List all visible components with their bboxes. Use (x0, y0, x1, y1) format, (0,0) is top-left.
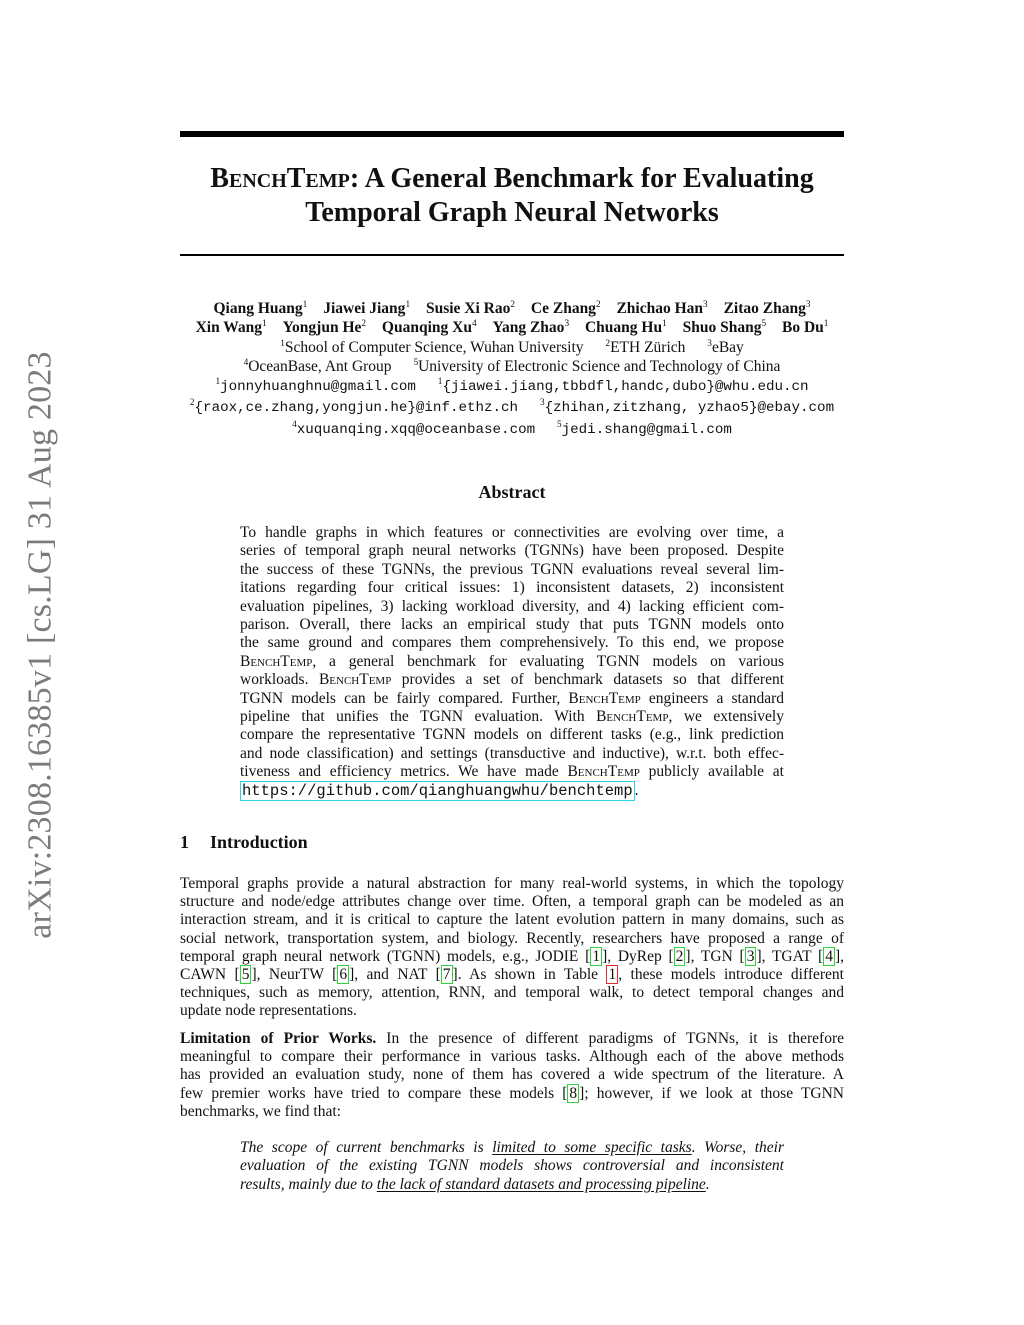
quote-text: . Worse, their (691, 1139, 784, 1156)
email-address: {raox,ce.zhang,yongjun.he}@inf.ethz.ch (194, 400, 519, 417)
abstract-line: itations regarding four critical issues: 1) inconsistent datasets, 2) inconsistent (240, 579, 784, 597)
author-affiliation-mark: 3 (564, 319, 570, 330)
author-affiliation-mark: 3 (703, 299, 708, 310)
paragraph-text: CAWN (180, 966, 235, 984)
citation-link[interactable]: 3 (746, 947, 755, 965)
paragraph-text: . As shown in Table (457, 966, 607, 984)
paragraph-line: meaningful to compare their performance in various tasks. Although each of the above methods (180, 1048, 844, 1066)
paragraph-line: social network, transportation system, and biology. Recently, researchers have proposed a range of (180, 929, 844, 947)
abstract-text: TGNN models can be fairly compared. Further, (240, 689, 569, 707)
benchmark-name: BenchTemp (568, 689, 641, 707)
author-affiliation-mark: 1 (405, 299, 411, 310)
affiliation: School of Computer Science, Wuhan University (284, 338, 584, 356)
abstract-text: tiveness and efficiency metrics. We have made (240, 763, 568, 781)
abstract-line: To handle graphs in which features or connectivities are evolving over time, a (240, 524, 784, 541)
citation-link[interactable]: 8 (569, 1084, 578, 1102)
email-address: {jiawei.jiang,tbbdfl,handc,dubo}@whu.edu.cn (442, 379, 809, 396)
author-row-1 (150, 299, 874, 318)
quote-text: The scope of current benchmarks is (240, 1139, 493, 1156)
author-name: Yongjun He (282, 319, 362, 337)
abstract-line: parison. Overall, there lacks an empirical study that puts TGNN models onto (240, 616, 784, 634)
author-block (150, 299, 874, 440)
affiliation: OceanBase, Ant Group (248, 357, 392, 375)
author-row-2 (150, 318, 874, 337)
paragraph-text: , these models introduce different (618, 966, 844, 984)
arxiv-stamp (6, 350, 76, 940)
citation-link[interactable]: 2 (675, 947, 684, 965)
paragraph-text: few premier works have tried to compare these models (180, 1084, 563, 1102)
paragraph-text: , DyRep (607, 947, 669, 965)
paragraph-line: techniques, such as memory, attention, RNN, and temporal walk, to detect temporal changes and (180, 984, 844, 1002)
email-mark: 4 (292, 419, 297, 430)
section-title: Introduction (210, 832, 308, 852)
paragraph-line: Temporal graphs provide a natural abstraction for many real-world systems, in which the topology (180, 875, 844, 892)
github-link[interactable]: https://github.com/qianghuangwhu/benchtemp (242, 781, 633, 800)
author-name: Bo Du (782, 319, 824, 337)
quote-text: . (705, 1175, 710, 1193)
author-name: Chuang Hu (584, 319, 663, 337)
email-mark: 3 (539, 398, 545, 409)
abstract-line: the success of these TGNNs, the previous TGNN evaluations reveal several lim- (240, 560, 784, 578)
abstract-line: and node classification) and settings (transductive and inductive), w.r.t. both effec- (240, 744, 784, 762)
limitation-paragraph (180, 1030, 844, 1121)
author-affiliation-mark: 1 (262, 319, 267, 330)
affiliation-row-2 (150, 357, 874, 376)
paragraph-text: , TGN (690, 947, 740, 965)
email-address: {zhihan,zitzhang, yzhao5}@ebay.com (544, 400, 835, 417)
paragraph-line: CAWN [ 5 ], NeurTW [ 6 ], and NAT [ 7 ]. As shown in Table 1 , these models introduce different (180, 966, 844, 984)
abstract-text: workloads. (240, 671, 319, 689)
affiliation-mark: 1 (280, 338, 285, 349)
table-reference-link[interactable]: 1 (608, 966, 617, 984)
paragraph-heading: Limitation of Prior Works. (180, 1030, 377, 1047)
author-name: Jiawei Jiang (323, 300, 406, 317)
benchmark-name: BenchTemp (240, 652, 313, 670)
author-affiliation-mark: 1 (823, 319, 829, 330)
section-number: 1 (180, 832, 189, 852)
author-name: Qiang Huang (213, 300, 303, 317)
abstract-body (240, 524, 784, 800)
abstract-text: publicly available at (639, 763, 784, 781)
title-rule-top (180, 131, 844, 137)
paragraph-text: temporal graph neural network (TGNN) models, e.g., JODIE (180, 947, 586, 965)
email-address: jedi.shang@gmail.com (561, 421, 732, 438)
paragraph-line: benchmarks, we find that: (180, 1102, 341, 1120)
citation-link[interactable]: 1 (592, 947, 601, 965)
affiliation-mark: 2 (605, 338, 611, 349)
author-name: Xin Wang (195, 319, 263, 337)
paragraph-text: In the presence of different paradigms of TGNNs, it is therefore (386, 1030, 844, 1047)
abstract-text: , we extensively (668, 708, 784, 726)
title-rule-bottom (180, 254, 844, 256)
paragraph-line: temporal graph neural network (TGNN) models, e.g., JODIE [ 1 ], DyRep [ 2 ], TGN [ 3 ], TGAT [ 4 ], (180, 947, 844, 965)
affiliation-mark: 5 (413, 357, 419, 368)
email-row-1 (150, 376, 874, 397)
paragraph-text: , (840, 947, 844, 965)
email-address: jonnyhuanghnu@gmail.com (220, 379, 416, 396)
quote-text: results, mainly due to (240, 1175, 377, 1193)
section-heading-introduction (180, 832, 308, 853)
citation-link[interactable]: 6 (339, 966, 348, 984)
affiliation: ETH Zürich (610, 338, 686, 356)
author-affiliation-mark: 1 (662, 319, 667, 330)
quote-line: evaluation of the existing TGNN models shows controversial and inconsistent (240, 1157, 784, 1175)
email-mark: 2 (189, 398, 195, 409)
email-mark: 1 (215, 377, 221, 388)
title-benchmark-name: BenchTemp (210, 163, 350, 194)
paragraph-line: structure and node/edge attributes change over time. Often, a temporal graph can be modeled as an (180, 893, 844, 911)
paper-title (180, 162, 844, 230)
paragraph-text: , TGAT (761, 947, 819, 965)
email-mark: 5 (556, 419, 562, 430)
abstract-text: engineers a standard (640, 689, 784, 707)
author-affiliation-mark: 3 (805, 299, 811, 310)
paragraph-line (180, 1030, 844, 1048)
email-mark: 1 (437, 377, 443, 388)
abstract-line: the same ground and compares them comprehensively. To this end, we propose (240, 634, 784, 652)
quote-line (240, 1139, 784, 1157)
abstract-line (240, 708, 784, 726)
author-name: Quanqing Xu (381, 319, 472, 337)
abstract-line: series of temporal graph neural networks (TGNNs) have been proposed. Despite (240, 542, 784, 560)
abstract-text: . (634, 781, 639, 799)
author-affiliation-mark: 1 (302, 299, 308, 310)
affiliation-mark: 4 (243, 357, 249, 368)
email-row-3 (150, 419, 874, 440)
email-row-2 (150, 397, 874, 418)
arxiv-identifier: arXiv:2308.16385v1 [cs.LG] 31 Aug 2023 (22, 351, 59, 939)
citation-link[interactable]: 7 (442, 966, 451, 984)
author-name: Ce Zhang (530, 300, 596, 317)
author-name: Yang Zhao (492, 319, 565, 337)
paragraph-line: interaction stream, and it is critical to capture the latent evolution pattern in many domains, such as (180, 911, 844, 929)
paragraph-line: has provided an evaluation study, none of them has covered a wide spectrum of the literature. A (180, 1066, 844, 1084)
paragraph-text: , NeurTW (256, 966, 333, 984)
author-affiliation-mark: 2 (361, 319, 367, 330)
author-affiliation-mark: 2 (510, 299, 516, 310)
author-name: Zitao Zhang (723, 300, 806, 317)
affiliation-mark: 3 (707, 338, 712, 349)
title-line-2: Temporal Graph Neural Networks (305, 197, 719, 228)
abstract-text: pipeline that unifies the TGNN evaluation. With (240, 708, 597, 726)
benchmark-name: BenchTemp (596, 708, 669, 726)
abstract-line (240, 763, 784, 781)
author-affiliation-mark: 2 (595, 299, 601, 310)
abstract-line (240, 653, 784, 671)
affiliation: eBay (711, 338, 744, 356)
abstract-heading: Abstract (478, 482, 546, 502)
paragraph-line: update node representations. (180, 1002, 357, 1020)
quote-line (240, 1176, 784, 1194)
abstract-line (240, 782, 784, 800)
benchmark-name: BenchTemp (567, 763, 640, 781)
author-affiliation-mark: 4 (471, 319, 477, 330)
citation-link[interactable]: 5 (241, 966, 250, 984)
author-name: Susie Xi Rao (425, 300, 511, 317)
abstract-text: , a general benchmark for evaluating TGNN models on various (312, 652, 784, 670)
title-line-1 (180, 162, 844, 196)
abstract-line: compare the representative TGNN models on different tasks (e.g., link prediction (240, 726, 784, 744)
email-address: xuquanqing.xqq@oceanbase.com (296, 421, 536, 438)
affiliation: University of Electronic Science and Technology of China (418, 357, 781, 375)
author-name: Shuo Shang (682, 319, 762, 337)
introduction-paragraph (180, 875, 844, 1021)
paragraph-line: few premier works have tried to compare these models [ 8 ]; however, if we look at those TGNN (180, 1084, 844, 1102)
citation-link[interactable]: 4 (825, 947, 833, 965)
quoted-finding (240, 1139, 784, 1194)
abstract-line (240, 671, 784, 689)
abstract-line: evaluation pipelines, 3) lacking workload diversity, and 4) lacking efficient com- (240, 597, 784, 615)
affiliation-row-1 (150, 338, 874, 357)
quote-underlined-text: the lack of standard datasets and processing pipeline (376, 1175, 706, 1193)
author-affiliation-mark: 5 (761, 319, 767, 330)
title-line-1-text: : A General Benchmark for Evaluating (349, 163, 814, 194)
quote-underlined-text: limited to some specific tasks (492, 1139, 692, 1156)
author-name: Zhichao Han (616, 300, 704, 317)
abstract-line (240, 690, 784, 708)
benchmark-name: BenchTemp (318, 671, 392, 689)
paragraph-text: ; however, if we look at those TGNN (584, 1084, 844, 1102)
paragraph-text: , and NAT (354, 966, 436, 984)
abstract-text: provides a set of benchmark datasets so that different (391, 671, 785, 689)
